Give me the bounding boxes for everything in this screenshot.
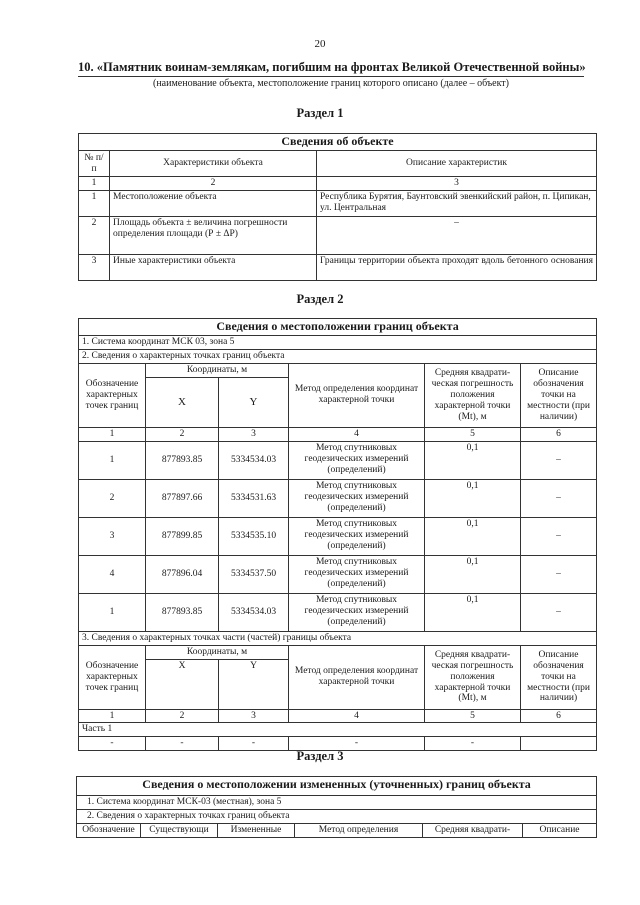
point-method: Метод спутниковых геодезических измерений (определений) <box>289 517 425 555</box>
object-subtitle: (наименование объекта, местоположение границ которого описано (далее – объект) <box>152 78 510 89</box>
parts-colnum-4: 4 <box>289 709 425 723</box>
header-designation: Обозначение <box>77 823 141 837</box>
row-characteristic: Иные характеристики объекта <box>110 254 317 280</box>
table-row <box>79 441 597 479</box>
point-x: 877899.85 <box>146 517 219 555</box>
boundary-location-table <box>78 318 597 751</box>
parts-colnum-5: 5 <box>425 709 521 723</box>
point-x: 877893.85 <box>146 441 219 479</box>
colnum-5: 5 <box>425 427 521 441</box>
table-row <box>79 517 597 555</box>
object-info-table-title: Сведения об объекте <box>79 134 597 151</box>
colnum-6: 6 <box>521 427 597 441</box>
point-x: 877893.85 <box>146 593 219 631</box>
parts-header-coords: Координаты, м <box>146 645 289 659</box>
colnum-2: 2 <box>110 177 317 191</box>
section3-title: Раздел 3 <box>296 749 344 763</box>
header-number: № п/п <box>79 151 110 177</box>
points-title: 2. Сведения о характерных точках границ объекта <box>77 809 597 823</box>
point-x: 877896.04 <box>146 555 219 593</box>
changed-boundary-table <box>76 776 597 838</box>
header-existing: Существующи <box>141 823 218 837</box>
parts-colnum-6: 6 <box>521 709 597 723</box>
part-point-id: - <box>79 737 146 751</box>
parts-header-designation: Обозначение характерных точек границ <box>79 645 146 709</box>
header-designation: Обозначение характерных точек границ <box>79 363 146 427</box>
table-row <box>79 479 597 517</box>
point-error: 0,1 <box>425 479 521 517</box>
header-error: Средняя квадрати-ческая погрешность положения характерной точки (Mt), м <box>425 363 521 427</box>
point-id: 2 <box>79 479 146 517</box>
point-id: 3 <box>79 517 146 555</box>
colnum-1: 1 <box>79 427 146 441</box>
row-description: Республика Бурятия, Баунтовский эвенкийский район, п. Ципикан, ул. Центральная <box>317 190 597 216</box>
point-description: – <box>521 441 597 479</box>
parts-header-error: Средняя квадрати-ческая погрешность положения характерной точки (Mt), м <box>425 645 521 709</box>
row-characteristic: Местоположение объекта <box>110 190 317 216</box>
parts-colnum-2: 2 <box>146 709 219 723</box>
parts-colnum-1: 1 <box>79 709 146 723</box>
parts-header-y: Y <box>219 659 289 709</box>
point-id: 1 <box>79 593 146 631</box>
point-error: 0,1 <box>425 441 521 479</box>
header-coords: Координаты, м <box>146 363 289 377</box>
points-title: 2. Сведения о характерных точках границ объекта <box>79 349 597 363</box>
table-row <box>79 216 597 254</box>
row-number: 3 <box>79 254 110 280</box>
colnum-1: 1 <box>79 177 110 191</box>
point-method: Метод спутниковых геодезических измерений (определений) <box>289 479 425 517</box>
header-changed: Измененные <box>218 823 295 837</box>
header-point-description: Описание <box>523 823 597 837</box>
colnum-2: 2 <box>146 427 219 441</box>
header-characteristic: Характеристики объекта <box>110 151 317 177</box>
point-error: 0,1 <box>425 555 521 593</box>
page-number: 20 <box>314 38 326 50</box>
header-point-description: Описание обозначения точки на местности (при наличии) <box>521 363 597 427</box>
point-description: – <box>521 593 597 631</box>
part-point-x: - <box>146 737 219 751</box>
point-id: 1 <box>79 441 146 479</box>
point-y: 5334535.10 <box>219 517 289 555</box>
row-number: 2 <box>79 216 110 254</box>
header-method: Метод определения координат характерной точки <box>289 363 425 427</box>
table-row <box>79 254 597 280</box>
point-error: 0,1 <box>425 517 521 555</box>
point-description: – <box>521 517 597 555</box>
point-error: 0,1 <box>425 593 521 631</box>
row-description: Границы территории объекта проходят вдоль бетонного основания <box>317 254 597 280</box>
section1-title: Раздел 1 <box>296 106 344 120</box>
part-point-error: - <box>425 737 521 751</box>
part-point-method: - <box>289 737 425 751</box>
colnum-3: 3 <box>317 177 597 191</box>
point-method: Метод спутниковых геодезических измерений (определений) <box>289 593 425 631</box>
parts-header-method: Метод определения координат характерной точки <box>289 645 425 709</box>
header-error: Средняя квадрати- <box>423 823 523 837</box>
parts-colnum-3: 3 <box>219 709 289 723</box>
row-number: 1 <box>79 190 110 216</box>
table-row <box>79 593 597 631</box>
part-point-y: - <box>219 737 289 751</box>
header-method: Метод определения <box>295 823 423 837</box>
coord-system: 1. Система координат МСК-03 (местная), зона 5 <box>77 796 597 810</box>
parts-header-point-description: Описание обозначения точки на местности (при наличии) <box>521 645 597 709</box>
point-y: 5334534.03 <box>219 441 289 479</box>
coord-system: 1. Система координат МСК 03, зона 5 <box>79 336 597 350</box>
object-info-table <box>78 133 597 281</box>
header-x: X <box>146 377 219 427</box>
row-characteristic: Площадь объекта ± величина погрешности определения площади (Р ± ΔР) <box>110 216 317 254</box>
header-y: Y <box>219 377 289 427</box>
section2-title: Раздел 2 <box>296 292 344 306</box>
point-y: 5334531.63 <box>219 479 289 517</box>
part-label: Часть 1 <box>79 723 597 737</box>
point-x: 877897.66 <box>146 479 219 517</box>
point-description: – <box>521 555 597 593</box>
table-row <box>79 555 597 593</box>
table-row <box>79 190 597 216</box>
point-y: 5334534.03 <box>219 593 289 631</box>
header-description: Описание характеристик <box>317 151 597 177</box>
point-y: 5334537.50 <box>219 555 289 593</box>
boundary-table-title: Сведения о местоположении границ объекта <box>79 319 597 336</box>
colnum-3: 3 <box>219 427 289 441</box>
changed-boundary-table-title: Сведения о местоположении измененных (уточненных) границ объекта <box>77 777 597 796</box>
point-id: 4 <box>79 555 146 593</box>
colnum-4: 4 <box>289 427 425 441</box>
parts-title: 3. Сведения о характерных точках части (частей) границы объекта <box>79 631 597 645</box>
point-method: Метод спутниковых геодезических измерений (определений) <box>289 441 425 479</box>
object-title: 10. «Памятник воинам-землякам, погибшим на фронтах Великой Отечественной войны» <box>78 60 586 74</box>
parts-header-x: X <box>146 659 219 709</box>
point-description: – <box>521 479 597 517</box>
point-method: Метод спутниковых геодезических измерений (определений) <box>289 555 425 593</box>
row-description: – <box>317 216 597 254</box>
title-underline <box>78 76 584 77</box>
